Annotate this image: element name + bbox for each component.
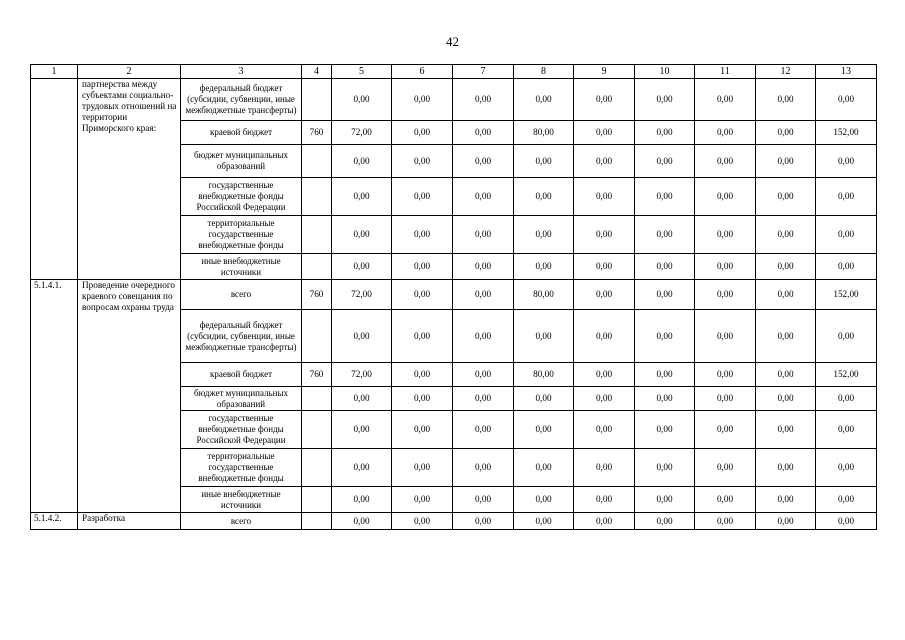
code-cell (302, 216, 332, 254)
amount-cell: 0,00 (695, 487, 756, 513)
amount-cell: 0,00 (392, 449, 453, 487)
activity-code (31, 79, 78, 280)
funding-source: территориальные государственные внебюджетные фонды (181, 449, 302, 487)
amount-cell: 0,00 (695, 411, 756, 449)
amount-cell: 0,00 (756, 280, 816, 310)
column-header: 12 (756, 65, 816, 79)
amount-cell: 0,00 (453, 487, 514, 513)
column-header: 11 (695, 65, 756, 79)
amount-cell: 0,00 (453, 121, 514, 145)
amount-cell: 0,00 (514, 310, 574, 363)
amount-cell: 0,00 (574, 513, 635, 530)
amount-cell: 0,00 (453, 363, 514, 387)
amount-cell: 80,00 (514, 363, 574, 387)
amount-cell: 0,00 (635, 121, 695, 145)
code-cell (302, 178, 332, 216)
header-row (31, 65, 877, 79)
amount-cell: 0,00 (635, 411, 695, 449)
funding-source: государственные внебюджетные фонды Российской Федерации (181, 411, 302, 449)
code-cell: 760 (302, 363, 332, 387)
amount-cell: 0,00 (453, 280, 514, 310)
amount-cell: 0,00 (756, 363, 816, 387)
amount-cell: 0,00 (453, 145, 514, 178)
amount-cell: 0,00 (816, 411, 877, 449)
amount-cell: 152,00 (816, 363, 877, 387)
code-cell (302, 487, 332, 513)
activity-name: Проведение очередного краевого совещания по вопросам охраны труда (78, 280, 181, 513)
amount-cell: 0,00 (332, 513, 392, 530)
column-header: 7 (453, 65, 514, 79)
amount-cell: 0,00 (574, 387, 635, 411)
amount-cell: 72,00 (332, 363, 392, 387)
amount-cell: 0,00 (332, 254, 392, 280)
activity-name: Разработка (78, 513, 181, 530)
amount-cell: 0,00 (332, 216, 392, 254)
amount-cell: 0,00 (332, 449, 392, 487)
amount-cell: 0,00 (816, 254, 877, 280)
amount-cell: 0,00 (635, 363, 695, 387)
amount-cell: 0,00 (756, 216, 816, 254)
amount-cell: 0,00 (574, 363, 635, 387)
amount-cell: 0,00 (816, 513, 877, 530)
amount-cell: 0,00 (514, 254, 574, 280)
column-header: 3 (181, 65, 302, 79)
amount-cell: 0,00 (453, 411, 514, 449)
amount-cell: 72,00 (332, 121, 392, 145)
code-cell (302, 513, 332, 530)
amount-cell: 0,00 (816, 178, 877, 216)
amount-cell: 0,00 (453, 449, 514, 487)
amount-cell: 0,00 (574, 216, 635, 254)
amount-cell: 0,00 (695, 121, 756, 145)
amount-cell: 0,00 (392, 280, 453, 310)
amount-cell: 0,00 (514, 387, 574, 411)
column-header: 6 (392, 65, 453, 79)
amount-cell: 0,00 (514, 449, 574, 487)
amount-cell: 0,00 (756, 121, 816, 145)
amount-cell: 0,00 (332, 178, 392, 216)
amount-cell: 0,00 (816, 487, 877, 513)
column-header: 8 (514, 65, 574, 79)
amount-cell: 0,00 (635, 216, 695, 254)
funding-source: бюджет муниципальных образований (181, 387, 302, 411)
amount-cell: 0,00 (756, 254, 816, 280)
column-header: 1 (31, 65, 78, 79)
amount-cell: 0,00 (695, 449, 756, 487)
code-cell (302, 310, 332, 363)
amount-cell: 0,00 (574, 254, 635, 280)
activity-code: 5.1.4.2. (31, 513, 78, 530)
amount-cell: 0,00 (574, 280, 635, 310)
amount-cell: 0,00 (392, 121, 453, 145)
funding-source: иные внебюджетные источники (181, 254, 302, 280)
amount-cell: 0,00 (574, 411, 635, 449)
amount-cell: 0,00 (392, 145, 453, 178)
funding-source: бюджет муниципальных образований (181, 145, 302, 178)
amount-cell: 0,00 (756, 178, 816, 216)
activity-code: 5.1.4.1. (31, 280, 78, 513)
amount-cell: 0,00 (392, 79, 453, 121)
amount-cell: 0,00 (574, 449, 635, 487)
amount-cell: 0,00 (695, 280, 756, 310)
amount-cell: 0,00 (574, 145, 635, 178)
column-header: 5 (332, 65, 392, 79)
amount-cell: 0,00 (392, 310, 453, 363)
amount-cell: 0,00 (756, 310, 816, 363)
amount-cell: 0,00 (514, 178, 574, 216)
code-cell (302, 79, 332, 121)
funding-source: иные внебюджетные источники (181, 487, 302, 513)
amount-cell: 152,00 (816, 280, 877, 310)
amount-cell: 0,00 (392, 387, 453, 411)
amount-cell: 0,00 (453, 254, 514, 280)
funding-source: всего (181, 280, 302, 310)
amount-cell: 0,00 (756, 411, 816, 449)
amount-cell: 0,00 (514, 79, 574, 121)
code-cell (302, 145, 332, 178)
amount-cell: 0,00 (392, 254, 453, 280)
funding-source: краевой бюджет (181, 363, 302, 387)
amount-cell: 0,00 (695, 387, 756, 411)
code-cell: 760 (302, 121, 332, 145)
funding-source: государственные внебюджетные фонды Российской Федерации (181, 178, 302, 216)
amount-cell: 0,00 (695, 254, 756, 280)
amount-cell: 0,00 (332, 310, 392, 363)
amount-cell: 0,00 (574, 121, 635, 145)
amount-cell: 0,00 (332, 487, 392, 513)
column-header: 10 (635, 65, 695, 79)
amount-cell: 0,00 (695, 79, 756, 121)
amount-cell: 0,00 (695, 145, 756, 178)
code-cell (302, 254, 332, 280)
amount-cell: 0,00 (453, 387, 514, 411)
amount-cell: 0,00 (756, 387, 816, 411)
amount-cell: 0,00 (392, 178, 453, 216)
amount-cell: 0,00 (635, 254, 695, 280)
amount-cell: 0,00 (635, 487, 695, 513)
amount-cell: 0,00 (332, 79, 392, 121)
amount-cell: 0,00 (392, 487, 453, 513)
amount-cell: 0,00 (332, 145, 392, 178)
column-header: 13 (816, 65, 877, 79)
table-row (31, 513, 877, 530)
amount-cell: 0,00 (695, 216, 756, 254)
amount-cell: 152,00 (816, 121, 877, 145)
amount-cell: 0,00 (756, 487, 816, 513)
amount-cell: 0,00 (695, 363, 756, 387)
table-row (31, 280, 877, 310)
amount-cell: 0,00 (695, 513, 756, 530)
amount-cell: 0,00 (756, 145, 816, 178)
amount-cell: 0,00 (392, 363, 453, 387)
amount-cell: 0,00 (635, 310, 695, 363)
code-cell (302, 411, 332, 449)
amount-cell: 0,00 (816, 387, 877, 411)
amount-cell: 0,00 (756, 513, 816, 530)
column-header: 9 (574, 65, 635, 79)
amount-cell: 0,00 (453, 178, 514, 216)
amount-cell: 0,00 (635, 513, 695, 530)
amount-cell: 0,00 (574, 79, 635, 121)
page-number: 42 (446, 34, 459, 49)
amount-cell: 0,00 (514, 487, 574, 513)
code-cell (302, 449, 332, 487)
amount-cell: 0,00 (574, 487, 635, 513)
amount-cell: 0,00 (695, 310, 756, 363)
amount-cell: 0,00 (453, 310, 514, 363)
amount-cell: 0,00 (514, 145, 574, 178)
amount-cell: 0,00 (392, 411, 453, 449)
column-header: 2 (78, 65, 181, 79)
amount-cell: 0,00 (635, 449, 695, 487)
column-header: 4 (302, 65, 332, 79)
amount-cell: 0,00 (635, 387, 695, 411)
amount-cell: 0,00 (514, 513, 574, 530)
amount-cell: 0,00 (574, 310, 635, 363)
amount-cell: 72,00 (332, 280, 392, 310)
amount-cell: 0,00 (635, 178, 695, 216)
funding-source: федеральный бюджет (субсидии, субвенции, иные межбюджетные трансферты) (181, 310, 302, 363)
amount-cell: 0,00 (635, 145, 695, 178)
amount-cell: 0,00 (514, 411, 574, 449)
activity-name: партнерства между субъектами социально-трудовых отношений на территории Приморского края: (78, 79, 181, 280)
budget-table (30, 64, 877, 530)
amount-cell: 0,00 (514, 216, 574, 254)
amount-cell: 0,00 (574, 178, 635, 216)
funding-source: краевой бюджет (181, 121, 302, 145)
code-cell: 760 (302, 280, 332, 310)
amount-cell: 0,00 (695, 178, 756, 216)
amount-cell: 0,00 (816, 449, 877, 487)
amount-cell: 0,00 (816, 145, 877, 178)
amount-cell: 0,00 (453, 79, 514, 121)
funding-source: всего (181, 513, 302, 530)
amount-cell: 80,00 (514, 121, 574, 145)
amount-cell: 0,00 (635, 79, 695, 121)
amount-cell: 0,00 (392, 513, 453, 530)
code-cell (302, 387, 332, 411)
amount-cell: 0,00 (816, 310, 877, 363)
amount-cell: 0,00 (392, 216, 453, 254)
table-row (31, 79, 877, 121)
amount-cell: 0,00 (756, 79, 816, 121)
amount-cell: 0,00 (816, 79, 877, 121)
amount-cell: 0,00 (635, 280, 695, 310)
amount-cell: 0,00 (453, 216, 514, 254)
amount-cell: 0,00 (332, 411, 392, 449)
amount-cell: 0,00 (816, 216, 877, 254)
funding-source: территориальные государственные внебюджетные фонды (181, 216, 302, 254)
amount-cell: 0,00 (332, 387, 392, 411)
amount-cell: 0,00 (756, 449, 816, 487)
amount-cell: 0,00 (453, 513, 514, 530)
funding-source: федеральный бюджет (субсидии, субвенции, иные межбюджетные трансферты) (181, 79, 302, 121)
amount-cell: 80,00 (514, 280, 574, 310)
